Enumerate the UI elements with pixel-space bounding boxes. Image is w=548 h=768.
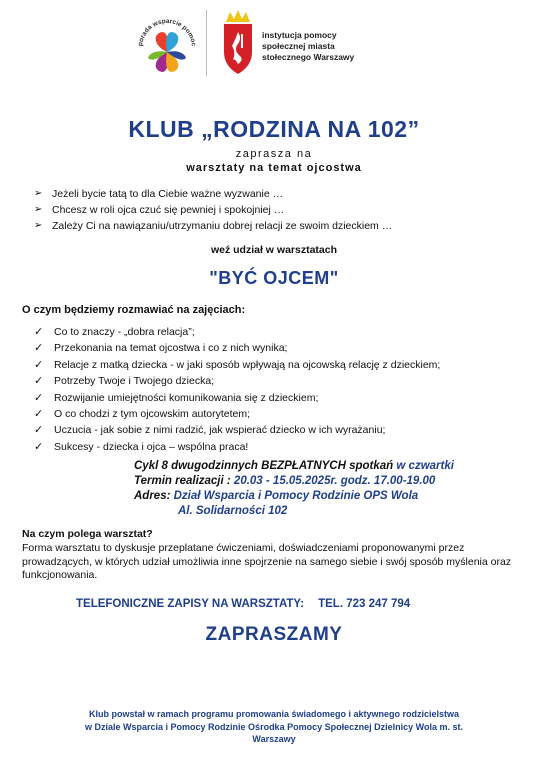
list-item [34, 202, 392, 218]
list-item-text: Sukcesy - dziecka i ojca – wspólna praca! [54, 440, 249, 453]
institution-line-3: stołecznego Warszawy [262, 52, 355, 62]
list-item-text: Jeżeli bycie tatą to dla Ciebie ważne wyzwanie … [52, 188, 284, 200]
check-bullet-icon: ✓ [34, 326, 44, 338]
cycle-text-1: Cykl 8 dwugodzinnych [134, 460, 262, 472]
arrow-bullet-icon: ➢ [34, 204, 43, 215]
list-item [34, 340, 440, 356]
institution-line-2: społecznej miasta [262, 41, 335, 51]
cycle-text-2: spotkań [345, 460, 397, 472]
list-item-text: Chcesz w roli ojca czuć się pewniej i spokojniej … [52, 204, 285, 216]
check-bullet-icon: ✓ [34, 408, 44, 421]
take-part-text: weź udział w warsztatach [210, 244, 338, 256]
warsaw-crest-logo [218, 8, 258, 78]
list-item [34, 390, 440, 406]
footer-line-1: Klub powstał w ramach programu promowania świadomego i aktywnego rodzicielstwa [88, 709, 460, 719]
list-item [34, 406, 440, 422]
porada-wsparcie-pomoc-logo [132, 10, 202, 80]
address-line [134, 489, 454, 504]
list-item-text: Uczucia - jak sobie z nimi radzić, jak wspierać dziecko w ich wyrażaniu; [54, 424, 386, 437]
check-bullet-icon: ✓ [34, 440, 44, 453]
address-value: Dział Wsparcia i Pomocy Rodzinie OPS Wola [173, 490, 419, 502]
phone-signup [76, 598, 410, 610]
cycle-line [134, 459, 454, 474]
term-label: Termin realizacji : [134, 475, 234, 487]
list-item-text: Zależy Ci na nawiązaniu/utrzymaniu dobrej relacji ze swoim dzieckiem … [52, 220, 393, 232]
check-bullet-icon: ✓ [34, 358, 44, 371]
workshop-question: Na czym polega warsztat? [22, 528, 153, 540]
footer-line-3: Warszawy [252, 734, 296, 744]
term-line [134, 474, 454, 489]
check-bullet-icon: ✓ [34, 391, 44, 404]
list-item [34, 186, 392, 202]
phone-label: TELEFONICZNE ZAPISY NA WARSZTATY: [76, 598, 305, 610]
list-item [34, 324, 440, 340]
cycle-day: w czwartki [396, 460, 454, 472]
term-value: 20.03 - 15.05.2025r. godz. 17.00-19.00 [233, 475, 436, 487]
schedule-block [134, 459, 454, 519]
address-label: Adres: [134, 490, 174, 502]
topics-heading: O czym będziemy rozmawiać na zajęciach: [22, 304, 246, 316]
logo-arc-text: porada wsparcie pomoc [137, 17, 197, 47]
list-item-text: Co to znaczy - „dobra relacja”; [54, 326, 195, 338]
invite-text: zaprasza na [235, 148, 313, 160]
phone-number: TEL. 723 247 794 [318, 598, 411, 610]
footer-line-2: w Dziale Wsparcia i Pomocy Rodzinie Ośrodka Pomocy Społecznej Dzielnicy Wola m. st. [85, 721, 463, 732]
list-item-text: Relacje z matką dziecka - w jaki sposób wpływają na ojcowską relację z dzieckiem; [54, 358, 441, 371]
workshop-description: Forma warsztatu to dyskusje przeplatane ćwiczeniami, doświadczeniami proponowanymi przez prowadzących, w których udział umożliwia inne spojrzenie na samego siebie i swój sposób myślenia oraz funkcjonowania. [22, 542, 512, 581]
invite-topic: warsztaty na temat ojcostwa [186, 162, 362, 174]
check-bullet-icon: ✓ [34, 424, 44, 437]
arrow-list [34, 186, 392, 234]
list-item-text: Przekonania na temat ojcostwa i co z nich wynika; [54, 342, 288, 355]
address-street: Al. Solidarności 102 [178, 505, 288, 517]
list-item-text: O co chodzi z tym ojcowskim autorytetem; [54, 408, 251, 421]
list-item-text: Potrzeby Twoje i Twojego dziecka; [54, 375, 215, 388]
list-item [34, 422, 440, 438]
topics-list [34, 324, 440, 455]
petal-blue [166, 32, 178, 52]
check-bullet-icon: ✓ [34, 342, 44, 355]
list-item [34, 218, 392, 234]
header-divider [206, 10, 207, 76]
institution-name [262, 30, 354, 63]
list-item [34, 439, 440, 455]
cycle-free-text: BEZPŁATNYCH [261, 460, 346, 472]
arrow-bullet-icon: ➢ [34, 220, 43, 231]
workshop-title: "BYĆ OJCEM" [209, 268, 339, 288]
footer-note [0, 708, 548, 746]
arrow-bullet-icon: ➢ [34, 188, 43, 199]
list-item [34, 357, 440, 373]
institution-line-1: instytucja pomocy [262, 30, 337, 40]
list-item-text: Rozwijanie umiejętności komunikowania się z dzieckiem; [54, 391, 319, 404]
check-bullet-icon: ✓ [34, 375, 44, 388]
closing-invite: ZAPRASZAMY [205, 624, 343, 645]
page-title: KLUB „RODZINA NA 102” [128, 116, 420, 142]
list-item [34, 373, 440, 389]
